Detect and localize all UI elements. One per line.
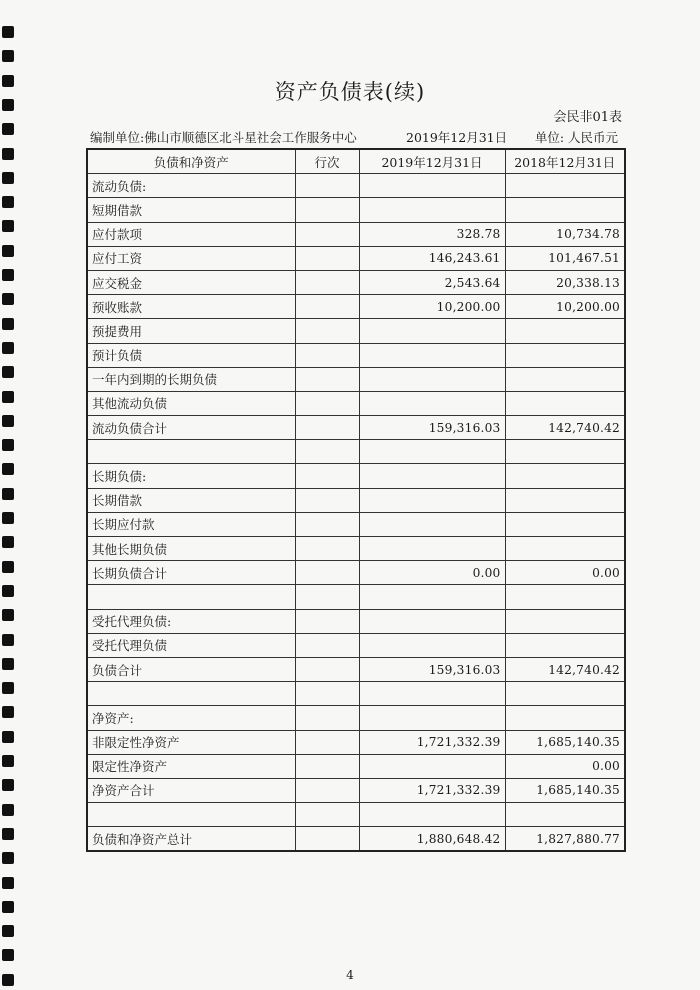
currency-unit: 单位: 人民币元: [534, 130, 618, 145]
row-item-label: 短期借款: [87, 198, 295, 222]
row-line-number: [295, 319, 359, 343]
row-item-label: 长期应付款: [87, 512, 295, 536]
row-item-label: 其他长期负债: [87, 537, 295, 561]
row-line-number: [295, 246, 359, 270]
row-line-number: [295, 174, 359, 198]
row-line-number: [295, 295, 359, 319]
binding-hole: [2, 877, 14, 889]
table-row: [87, 512, 625, 536]
table-row: [87, 319, 625, 343]
row-prior-value: 1,685,140.35: [505, 730, 625, 754]
row-line-number: [295, 778, 359, 802]
row-item-label: 负债合计: [87, 657, 295, 681]
binding-hole: [2, 463, 14, 475]
row-prior-value: [505, 367, 625, 391]
report-date: 2019年12月31日: [406, 130, 508, 145]
column-header-item: 负债和净资产: [87, 149, 295, 174]
row-item-label: 预收账款: [87, 295, 295, 319]
row-line-number: [295, 682, 359, 706]
row-prior-value: [505, 609, 625, 633]
row-item-label: 预计负债: [87, 343, 295, 367]
row-prior-value: 20,338.13: [505, 270, 625, 294]
row-item-label: [87, 803, 295, 827]
row-prior-value: [505, 319, 625, 343]
row-prior-value: 101,467.51: [505, 246, 625, 270]
row-line-number: [295, 754, 359, 778]
binding-hole: [2, 658, 14, 670]
row-item-label: 应交税金: [87, 270, 295, 294]
binding-hole: [2, 269, 14, 281]
binding-hole: [2, 949, 14, 961]
table-header-row: [87, 149, 625, 174]
row-current-value: [359, 174, 505, 198]
row-prior-value: 0.00: [505, 561, 625, 585]
row-line-number: [295, 367, 359, 391]
row-line-number: [295, 512, 359, 536]
row-current-value: [359, 440, 505, 464]
binding-hole: [2, 682, 14, 694]
row-item-label: 净资产合计: [87, 778, 295, 802]
row-item-label: 限定性净资产: [87, 754, 295, 778]
row-prior-value: 10,734.78: [505, 222, 625, 246]
table-row: [87, 295, 625, 319]
column-header-current: 2019年12月31日: [359, 149, 505, 174]
row-prior-value: [505, 633, 625, 657]
row-item-label: 负债和净资产总计: [87, 827, 295, 852]
table-row: [87, 682, 625, 706]
row-item-label: 一年内到期的长期负债: [87, 367, 295, 391]
binding-hole: [2, 755, 14, 767]
row-current-value: [359, 512, 505, 536]
binding-hole: [2, 706, 14, 718]
table-row: [87, 827, 625, 852]
row-current-value: 10,200.00: [359, 295, 505, 319]
row-item-label: 非限定性净资产: [87, 730, 295, 754]
binding-hole: [2, 439, 14, 451]
row-item-label: 流动负债合计: [87, 416, 295, 440]
row-prior-value: 1,827,880.77: [505, 827, 625, 852]
row-current-value: [359, 537, 505, 561]
row-current-value: [359, 633, 505, 657]
binding-hole: [2, 828, 14, 840]
row-item-label: 流动负债:: [87, 174, 295, 198]
table-row: [87, 343, 625, 367]
table-row: [87, 222, 625, 246]
row-current-value: [359, 319, 505, 343]
binding-hole: [2, 366, 14, 378]
binding-hole: [2, 318, 14, 330]
row-item-label: 受托代理负债:: [87, 609, 295, 633]
table-row: [87, 246, 625, 270]
binding-hole: [2, 901, 14, 913]
binding-hole: [2, 342, 14, 354]
row-line-number: [295, 657, 359, 681]
row-line-number: [295, 488, 359, 512]
binding-hole: [2, 804, 14, 816]
row-current-value: [359, 754, 505, 778]
row-item-label: 长期负债合计: [87, 561, 295, 585]
table-row: [87, 367, 625, 391]
table-row: [87, 609, 625, 633]
table-row: [87, 706, 625, 730]
row-line-number: [295, 633, 359, 657]
row-item-label: 长期借款: [87, 488, 295, 512]
row-current-value: 328.78: [359, 222, 505, 246]
binding-hole: [2, 925, 14, 937]
row-current-value: [359, 488, 505, 512]
binding-hole: [2, 391, 14, 403]
row-current-value: [359, 367, 505, 391]
binding-hole: [2, 561, 14, 573]
balance-sheet-table: [86, 148, 626, 852]
binding-hole: [2, 536, 14, 548]
table-row: [87, 440, 625, 464]
row-prior-value: 142,740.42: [505, 416, 625, 440]
table-row: [87, 464, 625, 488]
row-current-value: [359, 682, 505, 706]
row-current-value: 0.00: [359, 561, 505, 585]
table-row: [87, 754, 625, 778]
binding-hole: [2, 779, 14, 791]
row-item-label: 预提费用: [87, 319, 295, 343]
row-prior-value: 0.00: [505, 754, 625, 778]
row-prior-value: [505, 682, 625, 706]
row-line-number: [295, 222, 359, 246]
column-header-line: 行次: [295, 149, 359, 174]
table-row: [87, 561, 625, 585]
column-header-prior: 2018年12月31日: [505, 149, 625, 174]
row-current-value: 1,721,332.39: [359, 778, 505, 802]
row-current-value: [359, 391, 505, 415]
table-row: [87, 803, 625, 827]
row-prior-value: [505, 512, 625, 536]
row-line-number: [295, 706, 359, 730]
binding-hole: [2, 172, 14, 184]
binding-hole: [2, 245, 14, 257]
row-line-number: [295, 609, 359, 633]
row-prior-value: [505, 537, 625, 561]
row-line-number: [295, 827, 359, 852]
binding-hole: [2, 731, 14, 743]
row-line-number: [295, 343, 359, 367]
row-prior-value: [505, 198, 625, 222]
binding-hole: [2, 148, 14, 160]
binding-hole: [2, 585, 14, 597]
binding-hole: [2, 488, 14, 500]
row-prior-value: [505, 803, 625, 827]
row-current-value: [359, 609, 505, 633]
table-row: [87, 488, 625, 512]
row-current-value: 159,316.03: [359, 657, 505, 681]
row-current-value: 1,721,332.39: [359, 730, 505, 754]
row-item-label: 受托代理负债: [87, 633, 295, 657]
row-line-number: [295, 464, 359, 488]
binding-hole: [2, 852, 14, 864]
binding-hole: [2, 26, 14, 38]
row-current-value: [359, 343, 505, 367]
row-prior-value: [505, 585, 625, 609]
row-current-value: 146,243.61: [359, 246, 505, 270]
row-current-value: [359, 464, 505, 488]
page-title: 资产负债表(续): [274, 80, 426, 104]
row-prior-value: 10,200.00: [505, 295, 625, 319]
row-line-number: [295, 440, 359, 464]
row-prior-value: [505, 488, 625, 512]
row-current-value: [359, 803, 505, 827]
binding-hole: [2, 123, 14, 135]
row-current-value: [359, 585, 505, 609]
binding-hole: [2, 415, 14, 427]
binding-hole: [2, 50, 14, 62]
row-current-value: 159,316.03: [359, 416, 505, 440]
organization-label: 编制单位:佛山市顺德区北斗星社会工作服务中心: [90, 130, 357, 145]
binding-hole: [2, 609, 14, 621]
row-item-label: [87, 440, 295, 464]
row-current-value: [359, 706, 505, 730]
row-line-number: [295, 391, 359, 415]
row-item-label: 净资产:: [87, 706, 295, 730]
row-prior-value: [505, 174, 625, 198]
row-prior-value: [505, 391, 625, 415]
table-row: [87, 174, 625, 198]
row-item-label: [87, 585, 295, 609]
row-prior-value: [505, 440, 625, 464]
row-line-number: [295, 803, 359, 827]
table-row: [87, 198, 625, 222]
row-item-label: 应付款项: [87, 222, 295, 246]
row-prior-value: [505, 706, 625, 730]
row-line-number: [295, 198, 359, 222]
row-line-number: [295, 270, 359, 294]
page-number: 4: [346, 968, 354, 982]
row-current-value: 2,543.64: [359, 270, 505, 294]
table-row: [87, 778, 625, 802]
row-item-label: 其他流动负债: [87, 391, 295, 415]
table-row: [87, 730, 625, 754]
row-line-number: [295, 561, 359, 585]
row-item-label: [87, 682, 295, 706]
row-line-number: [295, 585, 359, 609]
binding-holes: [0, 0, 22, 990]
table-row: [87, 585, 625, 609]
row-line-number: [295, 730, 359, 754]
form-code: 会民非01表: [553, 110, 622, 125]
row-prior-value: 142,740.42: [505, 657, 625, 681]
binding-hole: [2, 512, 14, 524]
table-row: [87, 391, 625, 415]
table-row: [87, 416, 625, 440]
binding-hole: [2, 220, 14, 232]
binding-hole: [2, 293, 14, 305]
row-current-value: [359, 198, 505, 222]
row-line-number: [295, 416, 359, 440]
row-prior-value: [505, 343, 625, 367]
table-row: [87, 537, 625, 561]
row-item-label: 应付工资: [87, 246, 295, 270]
binding-hole: [2, 196, 14, 208]
row-prior-value: 1,685,140.35: [505, 778, 625, 802]
table-row: [87, 270, 625, 294]
row-line-number: [295, 537, 359, 561]
table-row: [87, 633, 625, 657]
row-prior-value: [505, 464, 625, 488]
row-item-label: 长期负债:: [87, 464, 295, 488]
binding-hole: [2, 634, 14, 646]
table-row: [87, 657, 625, 681]
row-current-value: 1,880,648.42: [359, 827, 505, 852]
